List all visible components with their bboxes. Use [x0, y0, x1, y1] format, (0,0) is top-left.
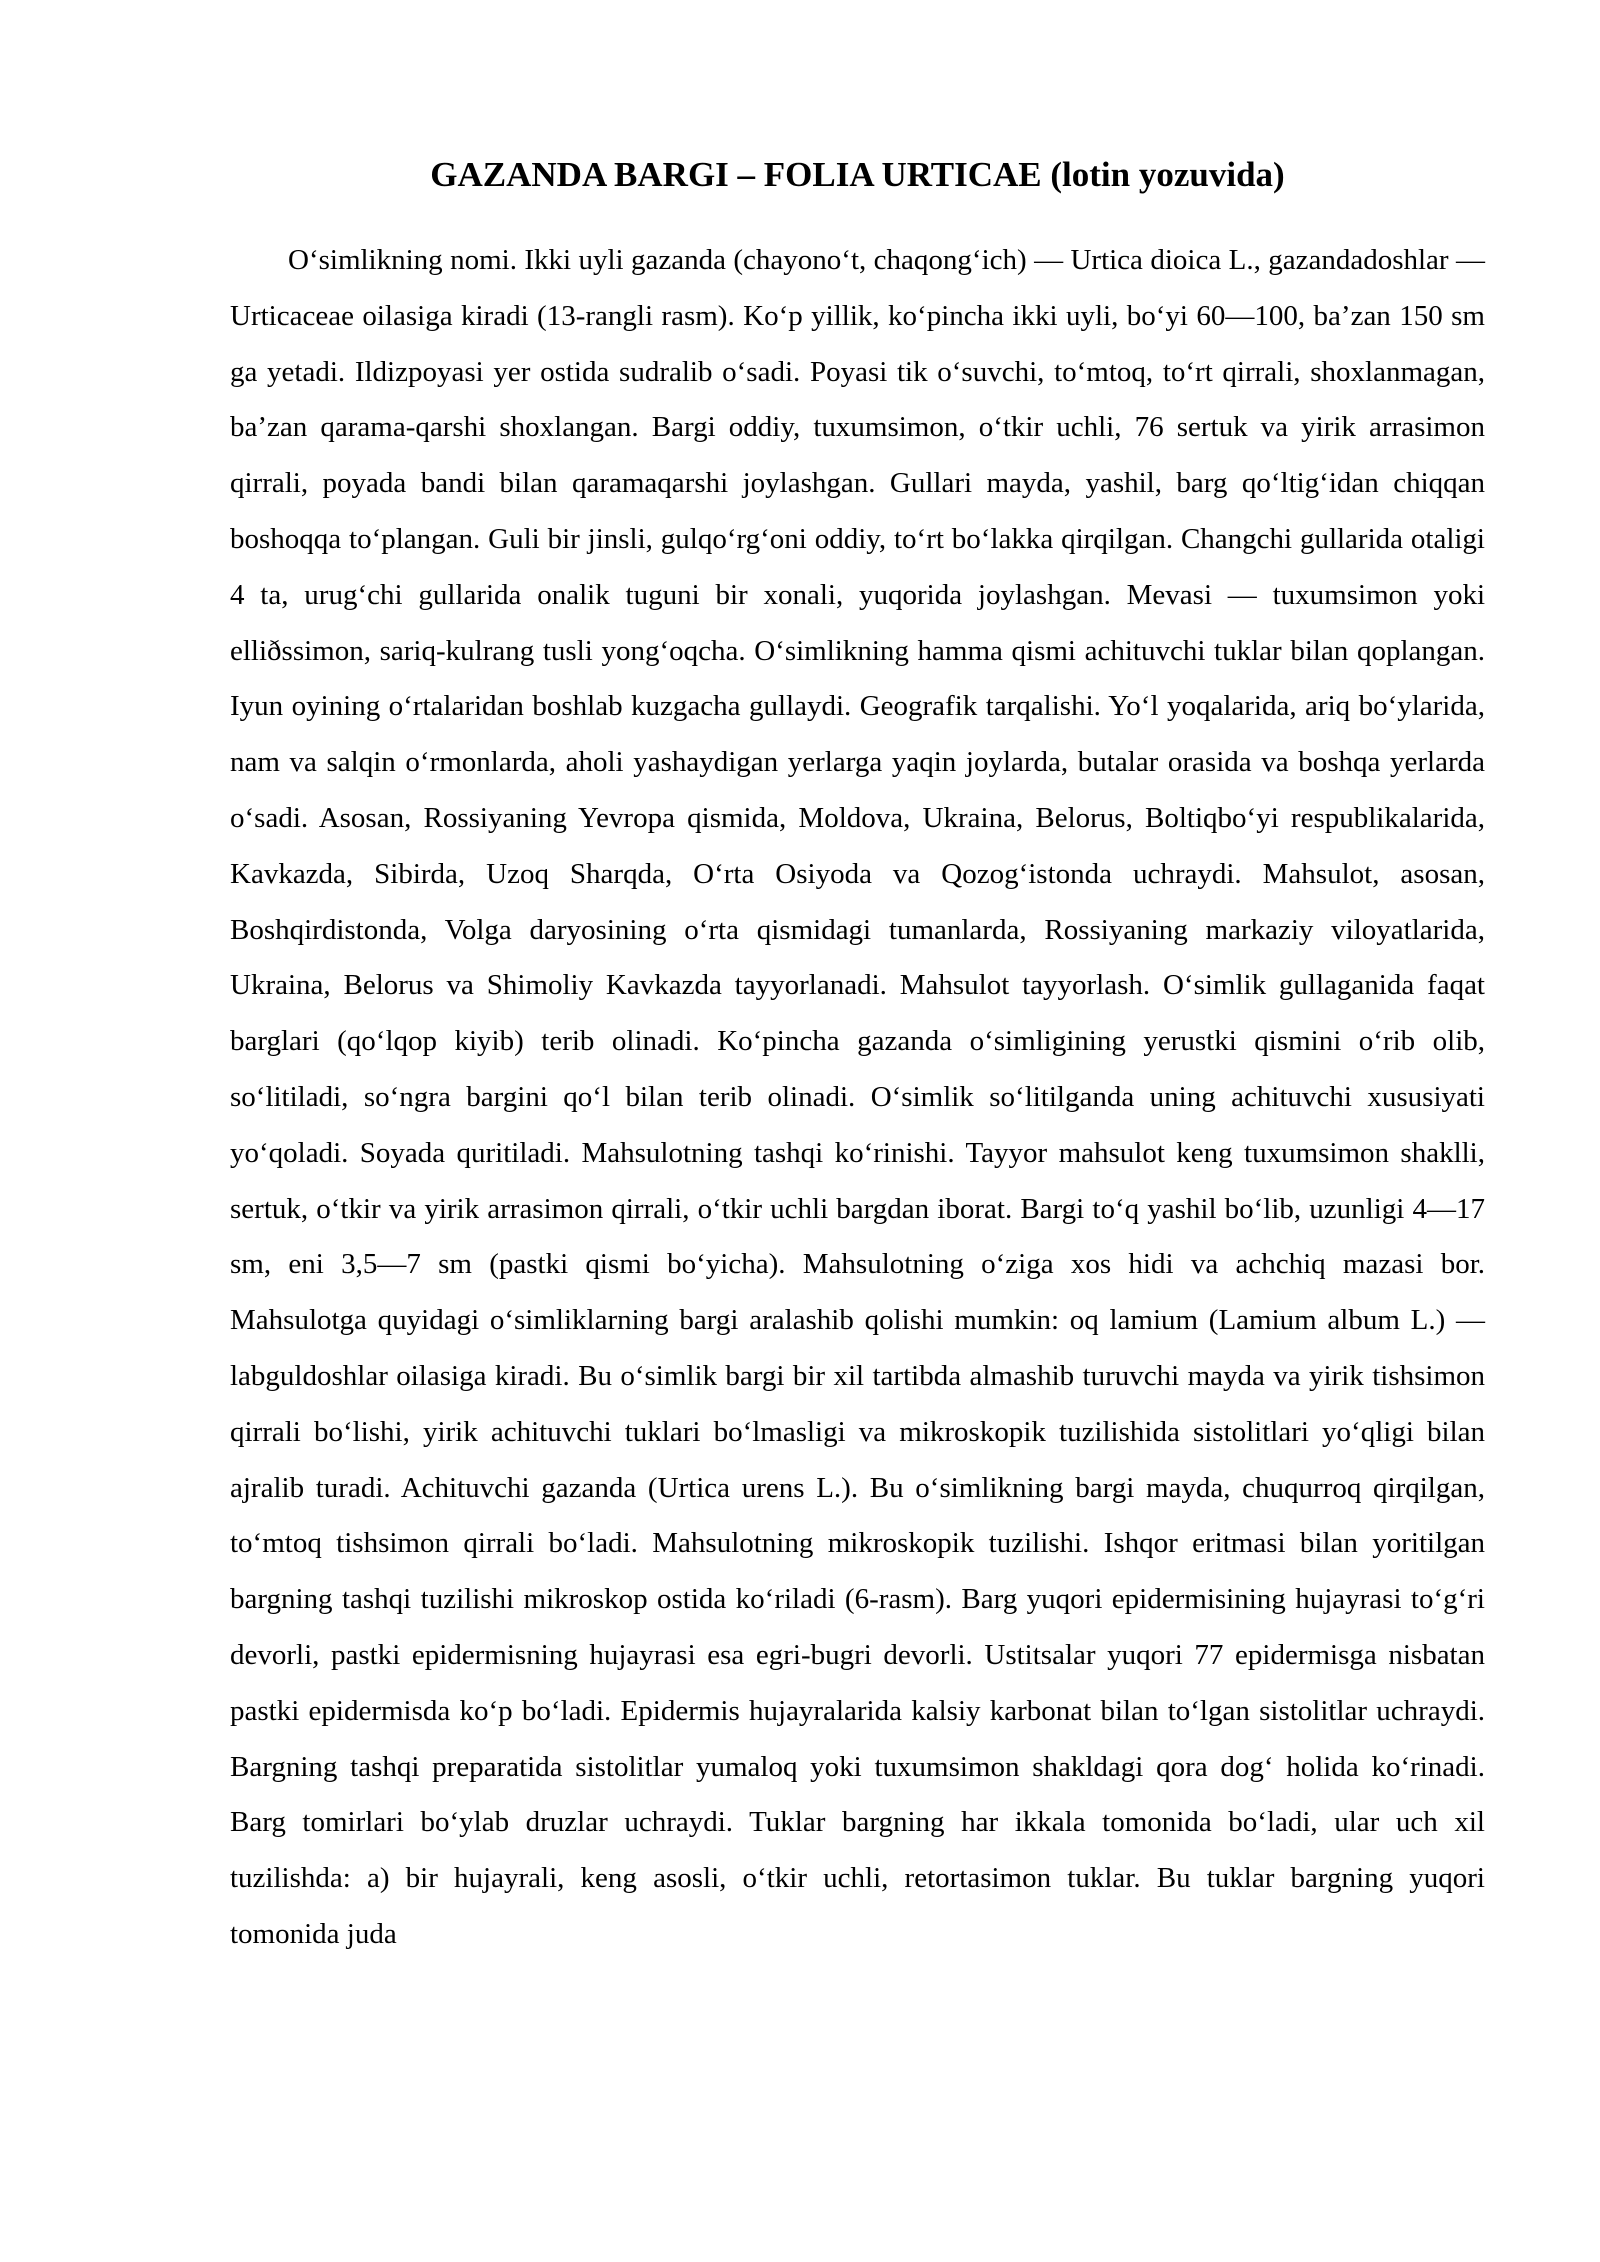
document-body-paragraph: O‘simlikning nomi. Ikki uyli gazanda (chayono‘t, chaqong‘ich) — Urtica dioica L., gazandadoshlar — Urticaceae oilasiga kiradi (13-rangli rasm). Ko‘p yillik, ko‘pincha ikki uyli, bo‘yi 60—100, ba’zan 150 sm ga yetadi. Ildizpoyasi yer ostida sudralib o‘sadi. Poyasi tik o‘suvchi, to‘mtoq, to‘rt qirrali, shoxlanmagan, ba’zan qarama-qarshi shoxlangan. Bargi oddiy, tuxumsimon, o‘tkir uchli, 76 sertuk va yirik arrasimon qirrali, poyada bandi bilan qaramaqarshi joylashgan. Gullari mayda, yashil, barg qo‘ltig‘idan chiqqan boshoqqa to‘plangan. Guli bir jinsli, gulqo‘rg‘oni oddiy, to‘rt bo‘lakka qirqilgan. Changchi gullarida otaligi 4 ta, urug‘chi gullarida onalik tuguni bir xonali, yuqorida joylashgan. Mevasi — tuxumsimon yoki elliðssimon, sariq-kulrang tusli yong‘oqcha. O‘simlikning hamma qismi achituvchi tuklar bilan qoplangan. Iyun oyining o‘rtalaridan boshlab kuzgacha gullaydi. Geografik tarqalishi. Yo‘l yoqalarida, ariq bo‘ylarida, nam va salqin o‘rmonlarda, aholi yashaydigan yerlarga yaqin joylarda, butalar orasida va boshqa yerlarda o‘sadi. Asosan, Rossiyaning Yevropa qismida, Moldova, Ukraina, Belorus, Boltiqbo‘yi respublikalarida, Kavkazda, Sibirda, Uzoq Sharqda, O‘rta Osiyoda va Qozog‘istonda uchraydi. Mahsulot, asosan, Boshqirdistonda, Volga daryosining o‘rta qismidagi tumanlarda, Rossiyaning markaziy viloyatlarida, Ukraina, Belorus va Shimoliy Kavkazda tayyorlanadi. Mahsulot tayyorlash. O‘simlik gullaganida faqat barglari (qo‘lqop kiyib) terib olinadi. Ko‘pincha gazanda o‘simligining yerustki qismini o‘rib olib, so‘litiladi, so‘ngra bargini qo‘l bilan terib olinadi. O‘simlik so‘litilganda uning achituvchi xususiyati yo‘qoladi. Soyada quritiladi. Mahsulotning tashqi ko‘rinishi. Tayyor mahsulot keng tuxumsimon shaklli, sertuk, o‘tkir va yirik arrasimon qirrali, o‘tkir uchli bargdan iborat. Bargi to‘q yashil bo‘lib, uzunligi 4—17 sm, eni 3,5—7 sm (pastki qismi bo‘yicha). Mahsulotning o‘ziga xos hidi va achchiq mazasi bor. Mahsulotga quyidagi o‘simliklarning bargi aralashib qolishi mumkin: oq lamium (Lamium album L.) — labguldoshlar oilasiga kiradi. Bu o‘simlik bargi bir xil tartibda almashib turuvchi mayda va yirik tishsimon qirrali bo‘lishi, yirik achituvchi tuklari bo‘lmasligi va mikroskopik tuzilishida sistolitlari yo‘qligi bilan ajralib turadi. Achituvchi gazanda (Urtica urens L.). Bu o‘simlikning bargi mayda, chuqurroq qirqilgan, to‘mtoq tishsimon qirrali bo‘ladi. Mahsulotning mikroskopik tuzilishi. Ishqor eritmasi bilan yoritilgan bargning tashqi tuzilishi mikroskop ostida ko‘riladi (6-rasm). Barg yuqori epidermisining hujayrasi to‘g‘ri devorli, pastki epidermisning hujayrasi esa egri-bugri devorli. Ustitsalar yuqori 77 epidermisga nisbatan pastki epidermisda ko‘p bo‘ladi. Epidermis hujayralarida kalsiy karbonat bilan to‘lgan sistolitlar uchraydi. Bargning tashqi preparatida sistolitlar yumaloq yoki tuxumsimon shakldagi qora dog‘ holida ko‘rinadi. Barg tomirlari bo‘ylab druzlar uchraydi. Tuklar bargning har ikkala tomonida bo‘ladi, ular uch xil tuzilishda: a) bir hujayrali, keng asosli, o‘tkir uchli, retortasimon tuklar. Bu tuklar bargning yuqori tomonida juda: [230, 244, 1485, 1950]
document-title: GAZANDA BARGI – FOLIA URTICAE (lotin yozuvida): [430, 155, 1285, 194]
